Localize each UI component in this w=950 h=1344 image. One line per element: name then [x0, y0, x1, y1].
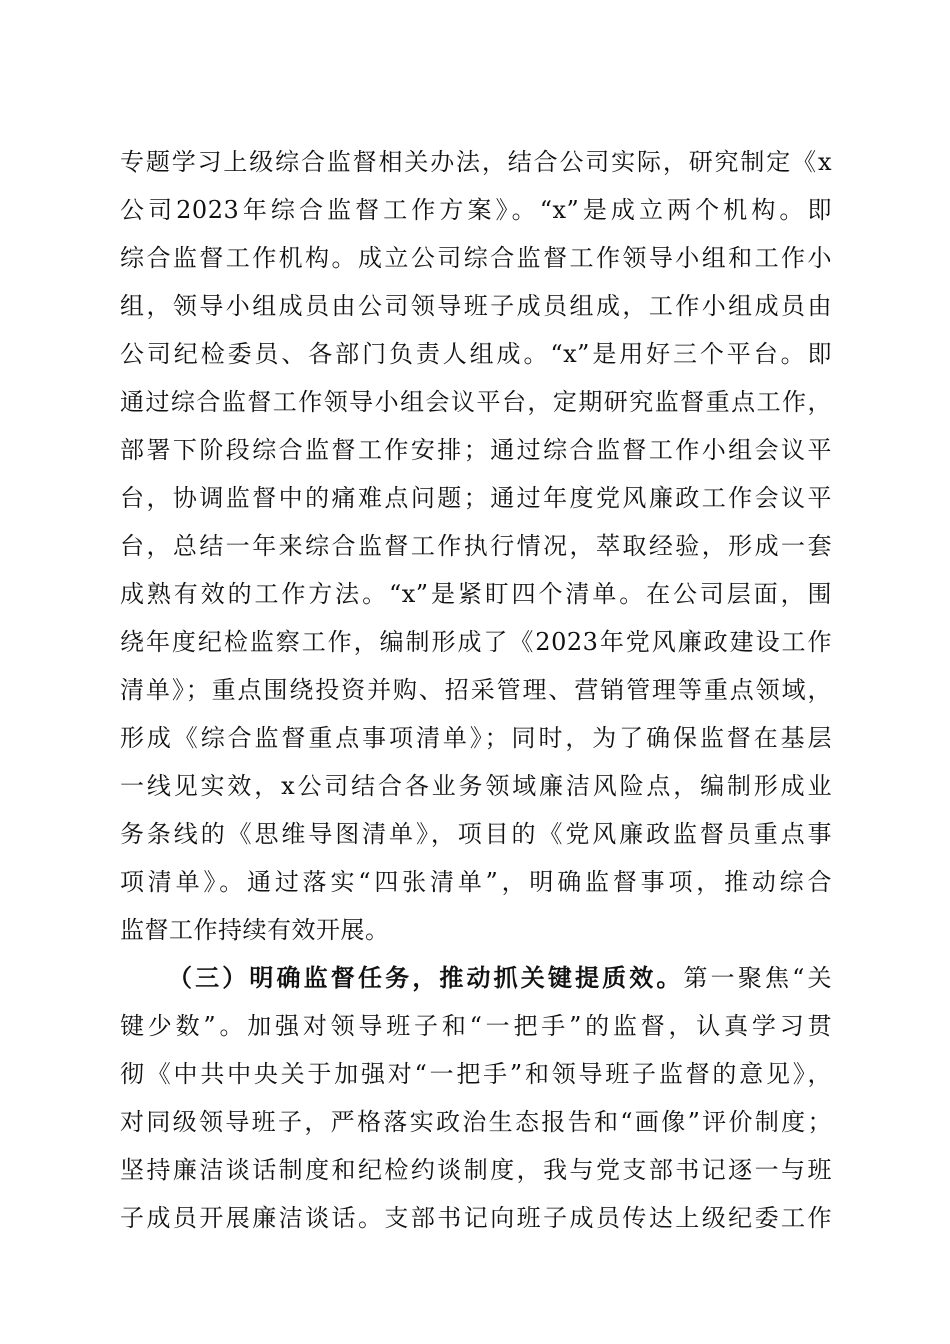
text-line: 台，协调监督中的痛难点问题；通过年度党风廉政工作会议平: [120, 484, 832, 512]
text-line: 键少数”。加强对领导班子和“一把手”的监督，认真学习贯: [120, 1012, 832, 1040]
text-line: 部署下阶段综合监督工作安排；通过综合监督工作小组会议平: [120, 436, 832, 464]
text-line: 项清单》。通过落实“四张清单”，明确监督事项，推动综合: [120, 868, 832, 896]
text-line: 台，总结一年来综合监督工作执行情况，萃取经验，形成一套: [120, 532, 832, 560]
text-line: 绕年度纪检监察工作，编制形成了《2023年党风廉政建设工作: [120, 628, 832, 656]
section-3-first-line-text: 第一聚焦“关: [683, 964, 832, 992]
text-line: 组，领导小组成员由公司领导班子成员组成，工作小组成员由: [120, 292, 832, 320]
text-line: 坚持廉洁谈话制度和纪检约谈制度，我与党支部书记逐一与班: [120, 1156, 832, 1184]
text-line: 综合监督工作机构。成立公司综合监督工作领导小组和工作小: [120, 244, 832, 272]
text-line: 公司纪检委员、各部门负责人组成。“x”是用好三个平台。即: [120, 340, 832, 368]
text-line: 通过综合监督工作领导小组会议平台，定期研究监督重点工作，: [120, 388, 832, 416]
text-line: 公司2023年综合监督工作方案》。“x”是成立两个机构。即: [120, 196, 832, 224]
text-line: 专题学习上级综合监督相关办法，结合公司实际，研究制定《x: [120, 148, 832, 176]
text-line: 一线见实效，x公司结合各业务领域廉洁风险点，编制形成业: [120, 772, 832, 800]
text-line: 成熟有效的工作方法。“x”是紧盯四个清单。在公司层面，围: [120, 580, 832, 608]
text-line: 监督工作持续有效开展。: [120, 916, 390, 944]
text-line: 子成员开展廉洁谈话。支部书记向班子成员传达上级纪委工作: [120, 1204, 832, 1232]
section-3-heading: （三）明确监督任务，推动抓关键提质效。: [168, 963, 684, 992]
text-line: 务条线的《思维导图清单》，项目的《党风廉政监督员重点事: [120, 820, 832, 848]
section-3-first-line: [168, 958, 832, 998]
text-line: 清单》；重点围绕投资并购、招采管理、营销管理等重点领域，: [120, 676, 832, 704]
text-line: 彻《中共中央关于加强对“一把手”和领导班子监督的意见》，: [120, 1060, 832, 1088]
text-line: 形成《综合监督重点事项清单》；同时，为了确保监督在基层: [120, 724, 832, 752]
text-line: 对同级领导班子，严格落实政治生态报告和“画像”评价制度；: [120, 1108, 832, 1136]
